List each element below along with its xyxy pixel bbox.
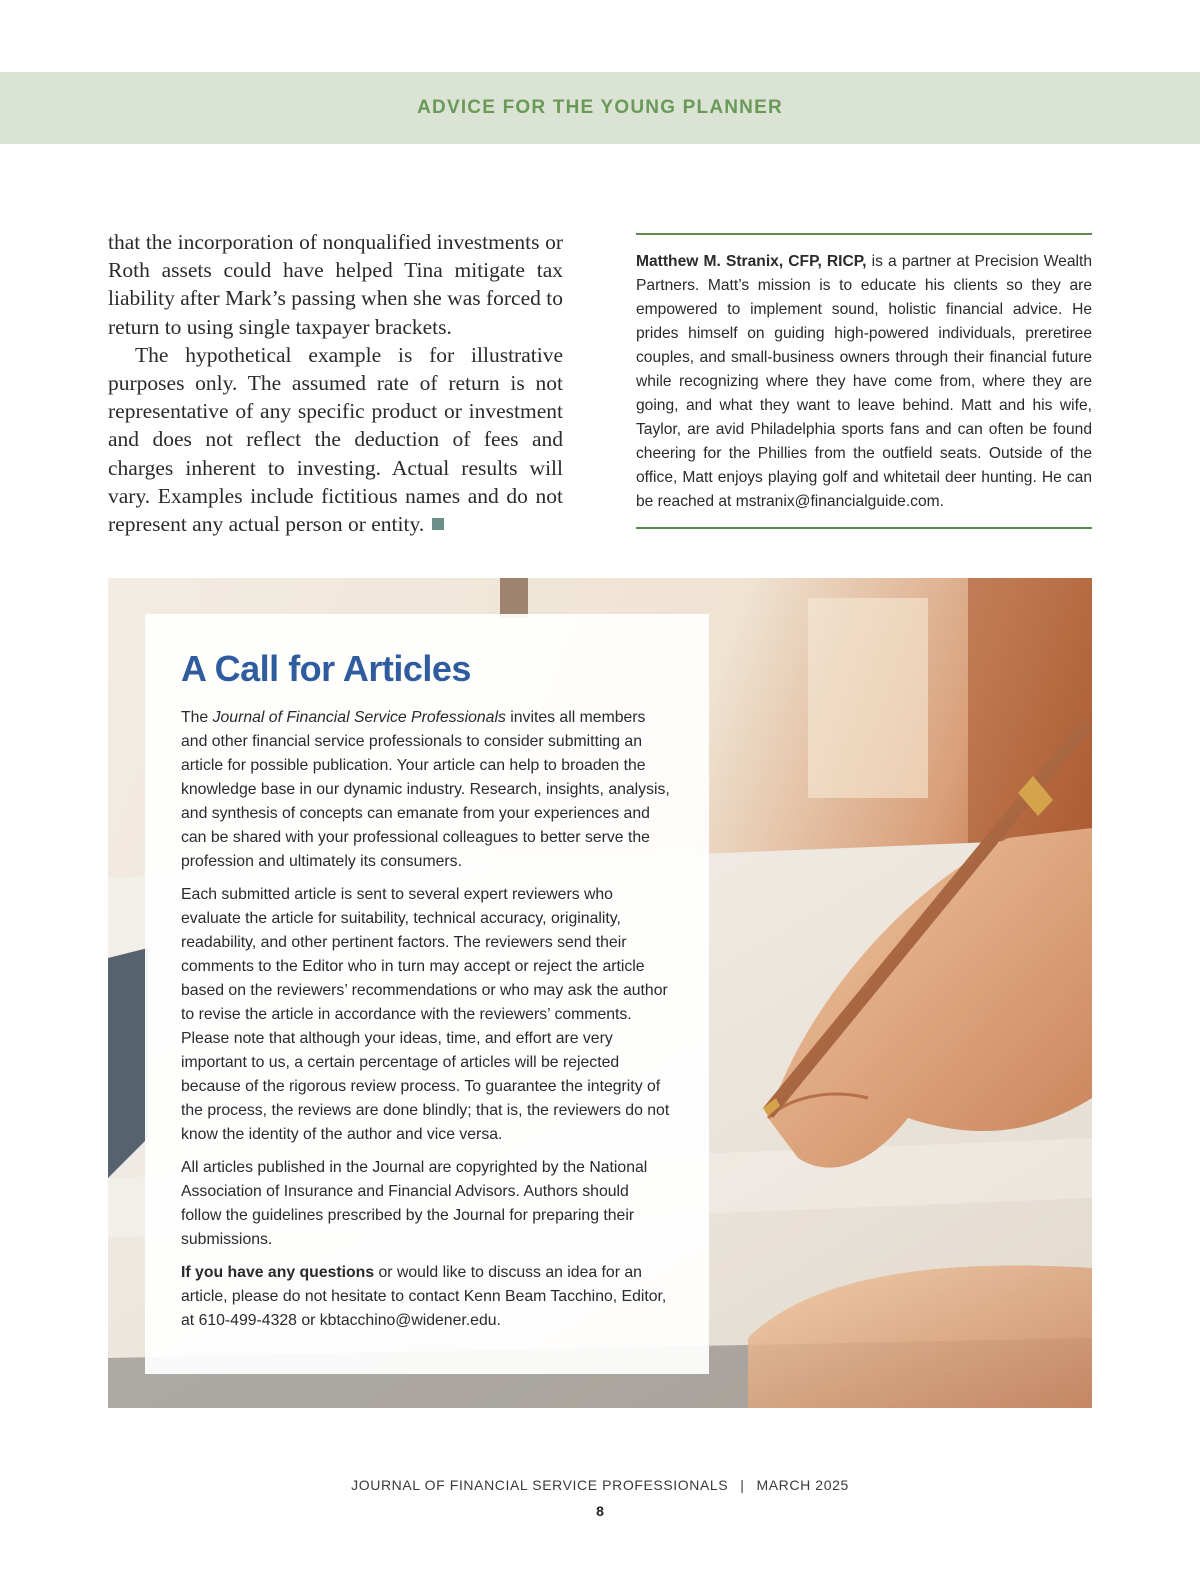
journal-name: Journal of Financial Service Professionals [212, 709, 506, 726]
call-paragraph-4 [181, 1261, 671, 1333]
call-body [181, 706, 671, 1342]
disclaimer-paragraph [108, 341, 563, 538]
footer-separator: | [740, 1477, 745, 1493]
end-mark-icon [432, 518, 444, 530]
article-continuation [108, 228, 563, 538]
p1-prefix: The [181, 709, 213, 726]
questions-lead: If you have any questions [181, 1264, 375, 1281]
section-banner [0, 72, 1200, 144]
call-for-articles-box [145, 614, 709, 1374]
contact-text: or would like to discuss an idea for an article, please do not hesitate to contact Kenn Beam Tacchino, Editor, at 610-499-4328 or kbtacchino@widener.edu. [181, 1264, 667, 1329]
page-number: 8 [596, 1503, 604, 1519]
call-paragraph-3: All articles published in the Journal are copyrighted by the National Association of Insurance and Financial Advisors. Authors should follow the guidelines prescribed by the Journal for preparing their submissions. [181, 1159, 648, 1248]
footer-date: MARCH 2025 [756, 1477, 849, 1493]
p1-rest: invites all members and other financial service professionals to consider submitting an article for possible publication. Your article can help to broaden the knowledge base in our dynamic industry. Research, insights, analysis, and synthesis of concepts can emanate from your experiences and can be shared with your professional colleagues to better serve the profession and ultimately its consumers. [181, 709, 670, 870]
author-bio [636, 233, 1092, 529]
disclaimer-text: The hypothetical example is for illustrative purposes only. The assumed rate of return is not representative of any specific product or investment and does not reflect the deduction of fees and charges inherent to investing. Actual results will vary. Examples include fictitious names and do not represent any actual person or entity. [108, 342, 563, 537]
section-title: ADVICE FOR THE YOUNG PLANNER [417, 97, 783, 118]
bio-text: is a partner at Precision Wealth Partners. Matt’s mission is to educate his clients so they are empowered to implement sound, holistic financial advice. He prides himself on guiding high-powered individuals, preretiree couples, and small-business owners through their financial future while recognizing where they have come from, where they are going, and what they want to leave behind. Matt and his wife, Taylor, are avid Philadelphia sports fans and can often be found cheering for the Phillies from the outfield seats. Outside of the office, Matt enjoys playing golf and whitetail deer hunting. He can be reached at mstranix@financialguide.com. [636, 253, 1092, 510]
article-paragraph: that the incorporation of nonqualified investments or Roth assets could have helped Tina mitigate tax liability after Mark’s passing when she was forced to return to using single taxpayer brackets. [108, 230, 563, 339]
page-footer [0, 1477, 1200, 1493]
footer-journal: JOURNAL OF FINANCIAL SERVICE PROFESSIONALS [351, 1477, 729, 1493]
call-paragraph-1 [181, 706, 671, 874]
call-paragraph-2: Each submitted article is sent to several expert reviewers who evaluate the article for suitability, technical accuracy, originality, readability, and other pertinent factors. The reviewers send their comments to the Editor who in turn may accept or reject the article based on the reviewers’ recommendations or who may ask the author to revise the article in accordance with the reviewers’ comments. Please note that although your ideas, time, and effort are very important to us, a certain percentage of articles will be rejected because of the rigorous review process. To guarantee the integrity of the process, the reviews are done blindly; that is, the reviewers do not know the identity of the author and vice versa. [181, 886, 670, 1143]
author-name: Matthew M. Stranix, CFP, RICP, [636, 253, 867, 270]
call-title: A Call for Articles [181, 648, 471, 689]
bio-paragraph [636, 250, 1092, 514]
